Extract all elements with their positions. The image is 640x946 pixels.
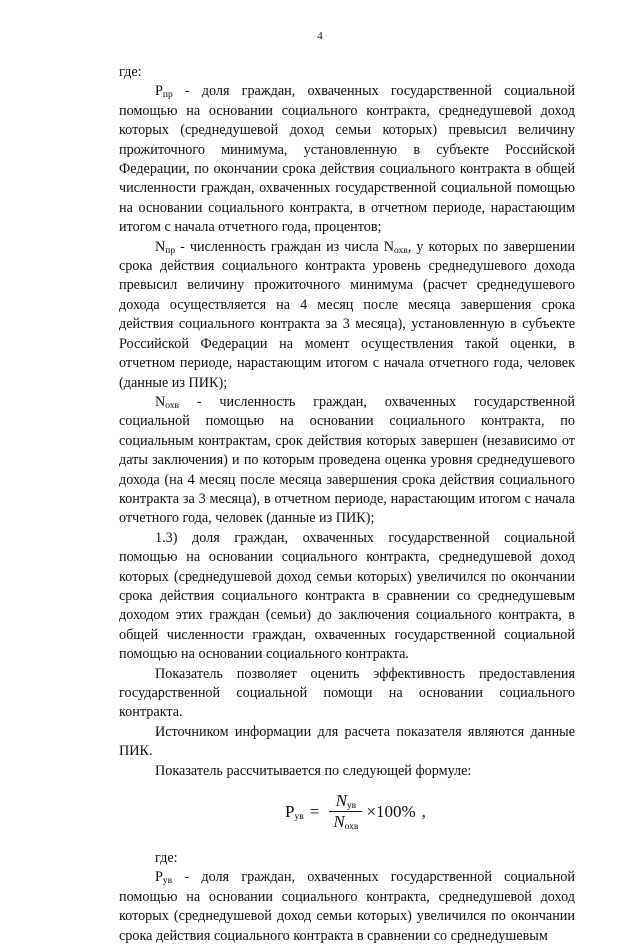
formula-numerator bbox=[332, 791, 361, 811]
formula-block bbox=[119, 787, 575, 845]
indicator-paragraph: Показатель позволяет оценить эффективность предоставления государственной социальной помощи на основании социального контракта. bbox=[119, 665, 575, 721]
formula-fraction bbox=[329, 791, 362, 832]
symbol-p-pr: Р bbox=[155, 83, 163, 100]
symbol-n-ohv: N bbox=[155, 393, 166, 410]
definition-n-pr bbox=[119, 238, 575, 393]
definition-p-uv bbox=[119, 868, 575, 946]
formula-trailing: , bbox=[421, 801, 426, 821]
definition-p-pr-text: - доля граждан, охваченных государственной социальной помощью на основании социального контракта, среднедушевой доход которых (среднедушевой доход семьи которых) превысил величину прожиточного минимума, установленную в субъекте Российской Федерации, по окончании срока действия социального контракта в общей численности граждан, охваченных государственной социальной помощью на основании социального контракта, в отчетном периоде, нарастающим итогом с начала отчетного года, процентов; bbox=[119, 83, 575, 236]
formula-den-sub: охв bbox=[344, 822, 359, 833]
formula-num-symbol: N bbox=[335, 791, 347, 811]
symbol-n-pr: N bbox=[155, 238, 166, 255]
definition-n-ohv-text: - численность граждан, охваченных государственной социальной помощью на основании социального контракта, по социальным контрактам, срок действия которых завершен (независимо от даты заключения) и по которым проведена оценка уровня среднедушевого дохода (на 4 месяц после месяца завершения срока действия социального контракта за 3 месяца), в отчетном периоде, нарастающим итогом с начала отчетного года, человек (данные из ПИК); bbox=[119, 393, 575, 527]
formula-intro: Показатель рассчитывается по следующей формуле: bbox=[155, 762, 472, 779]
definition-p-uv-text: - доля граждан, охваченных государственной социальной помощью на основании социального контракта, среднедушевой доход которых (среднедушевой доход семьи которых) увеличился по окончании срока действия социального контракта в сравнении со среднедушевым bbox=[119, 869, 575, 944]
subscript-n-ohv-inline: охв bbox=[393, 245, 408, 256]
subscript-n-pr: пр bbox=[165, 245, 176, 256]
formula-denominator bbox=[329, 812, 362, 832]
subscript-n-ohv: охв bbox=[165, 400, 179, 411]
formula-times: ×100% bbox=[366, 801, 416, 821]
subscript-pr: пр bbox=[162, 90, 173, 101]
formula-expression bbox=[285, 791, 426, 832]
symbol-p-uv: Р bbox=[155, 869, 163, 886]
subscript-uv: ув bbox=[162, 876, 173, 887]
where-label-1: где: bbox=[119, 64, 142, 80]
definition-n-pr-text-b: , у которых по завершении срока действия социального контракта уровень среднедушевого дохода превысил величину прожиточного минимума (расчет среднедушевого дохода осуществляется на 4 месяц после месяца завершения срока действия социального контракта за 3 месяца), установленную в субъекте Российской Федерации на момент осуществления такой оценки, в отчетном периоде, нарастающим итогом с начала отчетного года, человек (данные из ПИК); bbox=[119, 238, 575, 391]
formula-lhs-sub: ув bbox=[294, 811, 304, 822]
formula-lhs-symbol: Р bbox=[285, 801, 295, 821]
formula-num-sub: ув bbox=[346, 801, 357, 812]
formula-equals: = bbox=[309, 801, 320, 821]
document-body bbox=[119, 63, 575, 946]
where-label-2: где: bbox=[155, 850, 178, 867]
definition-n-ohv bbox=[119, 393, 575, 529]
page-number: 4 bbox=[317, 30, 323, 42]
source-paragraph: Источником информации для расчета показателя являются данные ПИК. bbox=[119, 723, 575, 760]
definition-n-pr-text-a: - численность граждан из числа N bbox=[175, 238, 394, 255]
formula-den-symbol: N bbox=[333, 812, 345, 832]
formula-lhs bbox=[285, 802, 304, 821]
item-1-3: 1.3) доля граждан, охваченных государственной социальной помощью на основании социального контракта, среднедушевой доход которых (среднедушевой доход семьи которых) увеличился по окончании срока действия социального контракта в сравнении со среднедушевым доходом этих граждан (семьи) до заключения социального контракта, в общей численности граждан, охваченных государственной социальной помощью на основании социального контракта. bbox=[119, 529, 575, 663]
definition-p-pr bbox=[119, 82, 575, 237]
